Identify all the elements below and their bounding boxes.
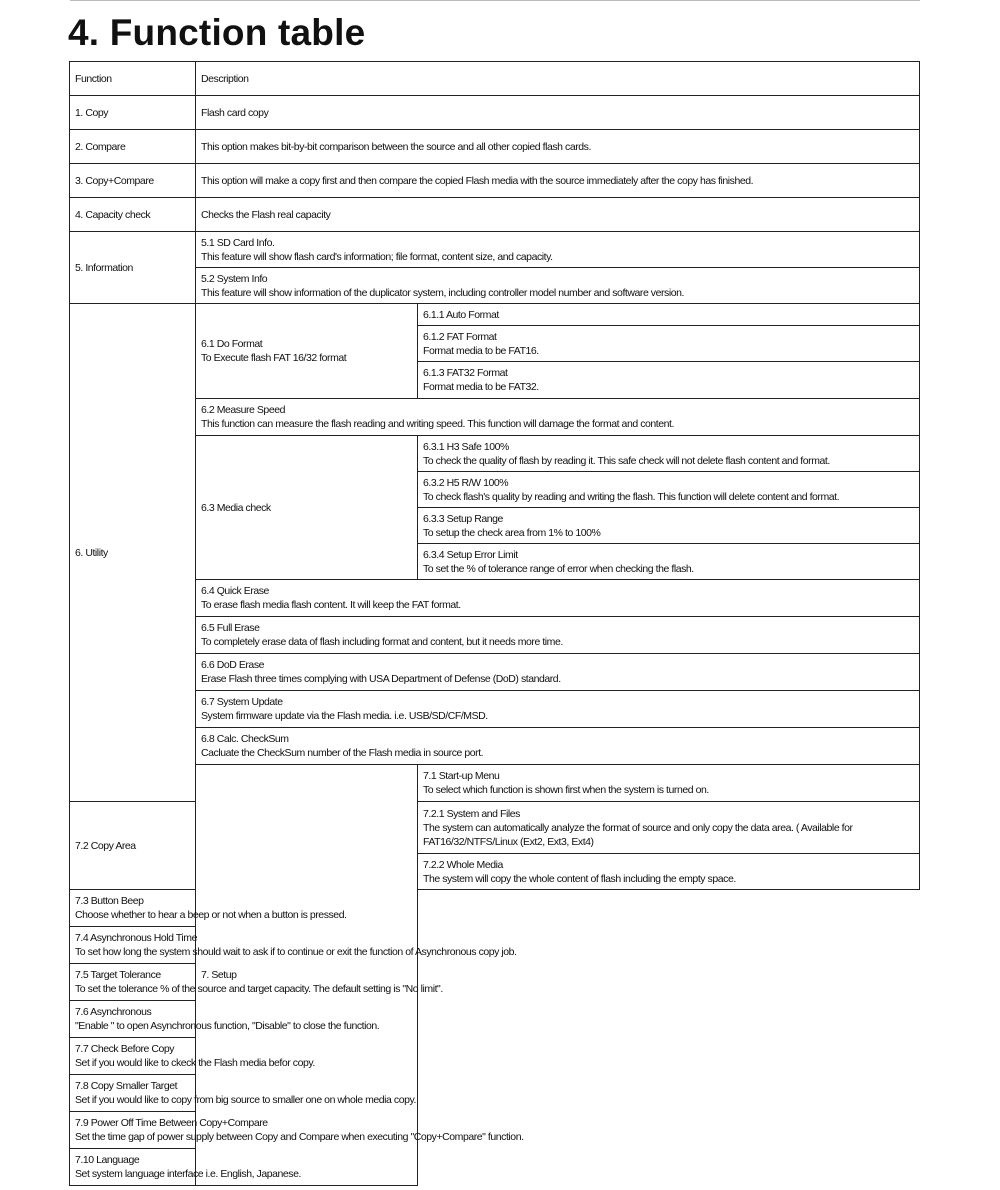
sub-function-cell (70, 802, 196, 890)
item-title: 6.6 DoD Erase (201, 659, 265, 671)
item-desc: Set the time gap of power supply between Copy and Compare when executing "Copy+Compare" function. (75, 1131, 524, 1143)
item-title: 6.3.3 Setup Range (423, 512, 503, 525)
description-cell (196, 580, 920, 617)
item-title: 6.3.4 Setup Error Limit (423, 548, 518, 561)
item-title: 7.2.1 System and Files (423, 807, 520, 820)
item-desc: To set the % of tolerance range of error when checking the flash. (423, 562, 694, 575)
description-cell (70, 927, 517, 964)
item-desc: System firmware update via the Flash media. i.e. USB/SD/CF/MSD. (201, 710, 488, 722)
description-cell (70, 1038, 418, 1075)
table-row (70, 1038, 920, 1075)
item-desc: To set the tolerance % of the source and target capacity. The default setting is "No limit". (75, 983, 443, 995)
description-cell (196, 399, 920, 436)
description-cell: This option makes bit-by-bit comparison between the source and all other copied flash cards. (196, 130, 920, 164)
item-title: 6.1.3 FAT32 Format (423, 367, 508, 379)
function-cell: 5. Information (70, 232, 196, 304)
description-cell (196, 617, 920, 654)
table-row (70, 617, 920, 654)
item-desc: To erase flash media flash content. It will keep the FAT format. (201, 599, 461, 611)
table-row (70, 399, 920, 436)
header-function: Function (70, 62, 196, 96)
item-title: 7.8 Copy Smaller Target (75, 1080, 178, 1092)
item-title: 6.1.1 Auto Format (423, 308, 499, 321)
item-desc: To select which function is shown first when the system is turned on. (423, 784, 709, 796)
table-row (70, 164, 920, 198)
description-cell (70, 1112, 524, 1149)
item-title: 5.2 System Info (201, 272, 268, 285)
table-row (70, 1149, 920, 1186)
option-cell (418, 326, 920, 362)
function-cell: 3. Copy+Compare (70, 164, 196, 198)
item-title: 6.4 Quick Erase (201, 585, 269, 597)
item-desc: Set if you would like to ckeck the Flash media befor copy. (75, 1057, 315, 1069)
table-row (70, 1075, 920, 1112)
item-title: 7.7 Check Before Copy (75, 1043, 175, 1055)
item-title: 6.8 Calc. CheckSum (201, 733, 289, 745)
item-desc: Set system language interface i.e. English, Japanese. (75, 1168, 301, 1180)
description-cell: This option will make a copy first and then compare the copied Flash media with the source immediately after the copy has finished. (196, 164, 920, 198)
item-desc: To Execute flash FAT 16/32 format (201, 352, 347, 364)
item-desc: Format media to be FAT16. (423, 344, 539, 357)
description-cell (70, 1001, 418, 1038)
description-cell (418, 765, 920, 802)
table-row (70, 728, 920, 765)
top-rule (70, 0, 920, 1)
table-header-row (70, 62, 920, 96)
item-title: 7.2.2 Whole Media (423, 858, 503, 871)
item-desc: Set if you would like to copy from big source to smaller one on whole media copy. (75, 1094, 416, 1106)
description-cell (196, 728, 920, 765)
item-desc: Erase Flash three times complying with USA Department of Defense (DoD) standard. (201, 673, 561, 685)
item-title: 6.7 System Update (201, 696, 283, 708)
table-row (70, 964, 920, 1001)
function-cell: 1. Copy (70, 96, 196, 130)
description-cell: Checks the Flash real capacity (196, 198, 920, 232)
table-row (70, 691, 920, 728)
item-title: 5.1 SD Card Info. (201, 236, 275, 249)
item-title: 6.1 Do Format (201, 338, 263, 350)
item-title: 7.3 Button Beep (75, 895, 144, 907)
option-cell (418, 854, 920, 890)
table-row (70, 436, 920, 472)
option-cell (418, 304, 920, 326)
table-row (70, 1112, 920, 1149)
option-cell (418, 508, 920, 544)
item-desc: To check the quality of flash by reading it. This safe check will not delete flash content and format. (423, 454, 830, 467)
item-title: 7.9 Power Off Time Between Copy+Compare (75, 1117, 268, 1129)
option-cell (418, 362, 920, 399)
description-cell (70, 890, 418, 927)
sub-function-cell (196, 436, 418, 580)
item-title: 7.2 Copy Area (75, 839, 136, 852)
item-title: 7.1 Start-up Menu (423, 770, 500, 782)
item-desc: Format media to be FAT32. (423, 381, 539, 393)
table-row (70, 927, 920, 964)
item-desc: This feature will show information of the duplicator system, including controller model number and software version. (201, 286, 684, 299)
item-title: 7.4 Asynchronous Hold Time (75, 932, 197, 944)
item-desc: Cacluate the CheckSum number of the Flash media in source port. (201, 747, 484, 759)
function-table (69, 61, 920, 1186)
item-desc: "Enable " to open Asynchronous function, "Disable" to close the function. (75, 1020, 380, 1032)
description-cell: Flash card copy (196, 96, 920, 130)
item-desc: The system will copy the whole content of flash including the empty space. (423, 872, 736, 885)
item-desc: The system can automatically analyze the format of source and only copy the data area. ( Available for FAT16/32/NTFS/Linux (Ext2, Ext3, Ext4) (423, 821, 853, 848)
item-desc: To setup the check area from 1% to 100% (423, 526, 601, 539)
item-title: 7.6 Asynchronous (75, 1006, 152, 1018)
item-title: 6.1.2 FAT Format (423, 330, 497, 343)
item-title: 6.3.2 H5 R/W 100% (423, 476, 509, 489)
table-row (70, 130, 920, 164)
table-row (70, 765, 920, 802)
function-cell: 4. Capacity check (70, 198, 196, 232)
table-row (70, 580, 920, 617)
item-title: 6.2 Measure Speed (201, 404, 285, 416)
table-row (70, 304, 920, 326)
item-title: 6.3.1 H3 Safe 100% (423, 440, 509, 453)
item-title: 7.5 Target Tolerance (75, 969, 161, 981)
item-desc: To completely erase data of flash including format and content, but it needs more time. (201, 636, 563, 648)
table-row (70, 890, 920, 927)
option-cell (418, 802, 920, 854)
table-row (70, 96, 920, 130)
function-cell: 2. Compare (70, 130, 196, 164)
table-row (70, 232, 920, 268)
item-desc: To set how long the system should wait to ask if to continue or exit the function of Asynchronous copy job. (75, 946, 517, 958)
option-cell (418, 472, 920, 508)
sub-function-cell (196, 304, 418, 399)
item-title: 6.5 Full Erase (201, 622, 260, 634)
description-cell (196, 232, 920, 268)
function-cell: 6. Utility (70, 304, 196, 802)
description-cell (70, 964, 443, 1001)
description-cell (196, 654, 920, 691)
item-desc: Choose whether to hear a beep or not when a button is pressed. (75, 909, 347, 921)
description-cell (196, 691, 920, 728)
item-desc: This function can measure the flash reading and writing speed. This function will damage the format and content. (201, 418, 674, 430)
description-cell (70, 1149, 418, 1186)
item-desc: To check flash's quality by reading and writing the flash. This function will delete content and format. (423, 490, 840, 503)
table-row (70, 1001, 920, 1038)
option-cell (418, 544, 920, 580)
table-row (70, 268, 920, 304)
description-cell (70, 1075, 418, 1112)
item-desc: This feature will show flash card's information; file format, content size, and capacity. (201, 250, 553, 263)
table-row (70, 198, 920, 232)
item-title: 7.10 Language (75, 1154, 140, 1166)
option-cell (418, 436, 920, 472)
item-title: 6.3 Media check (201, 501, 271, 514)
header-description: Description (196, 62, 920, 96)
function-cell: 7. Setup (196, 765, 418, 1186)
page-title: 4. Function table (68, 12, 366, 53)
table-row (70, 654, 920, 691)
description-cell (196, 268, 920, 304)
